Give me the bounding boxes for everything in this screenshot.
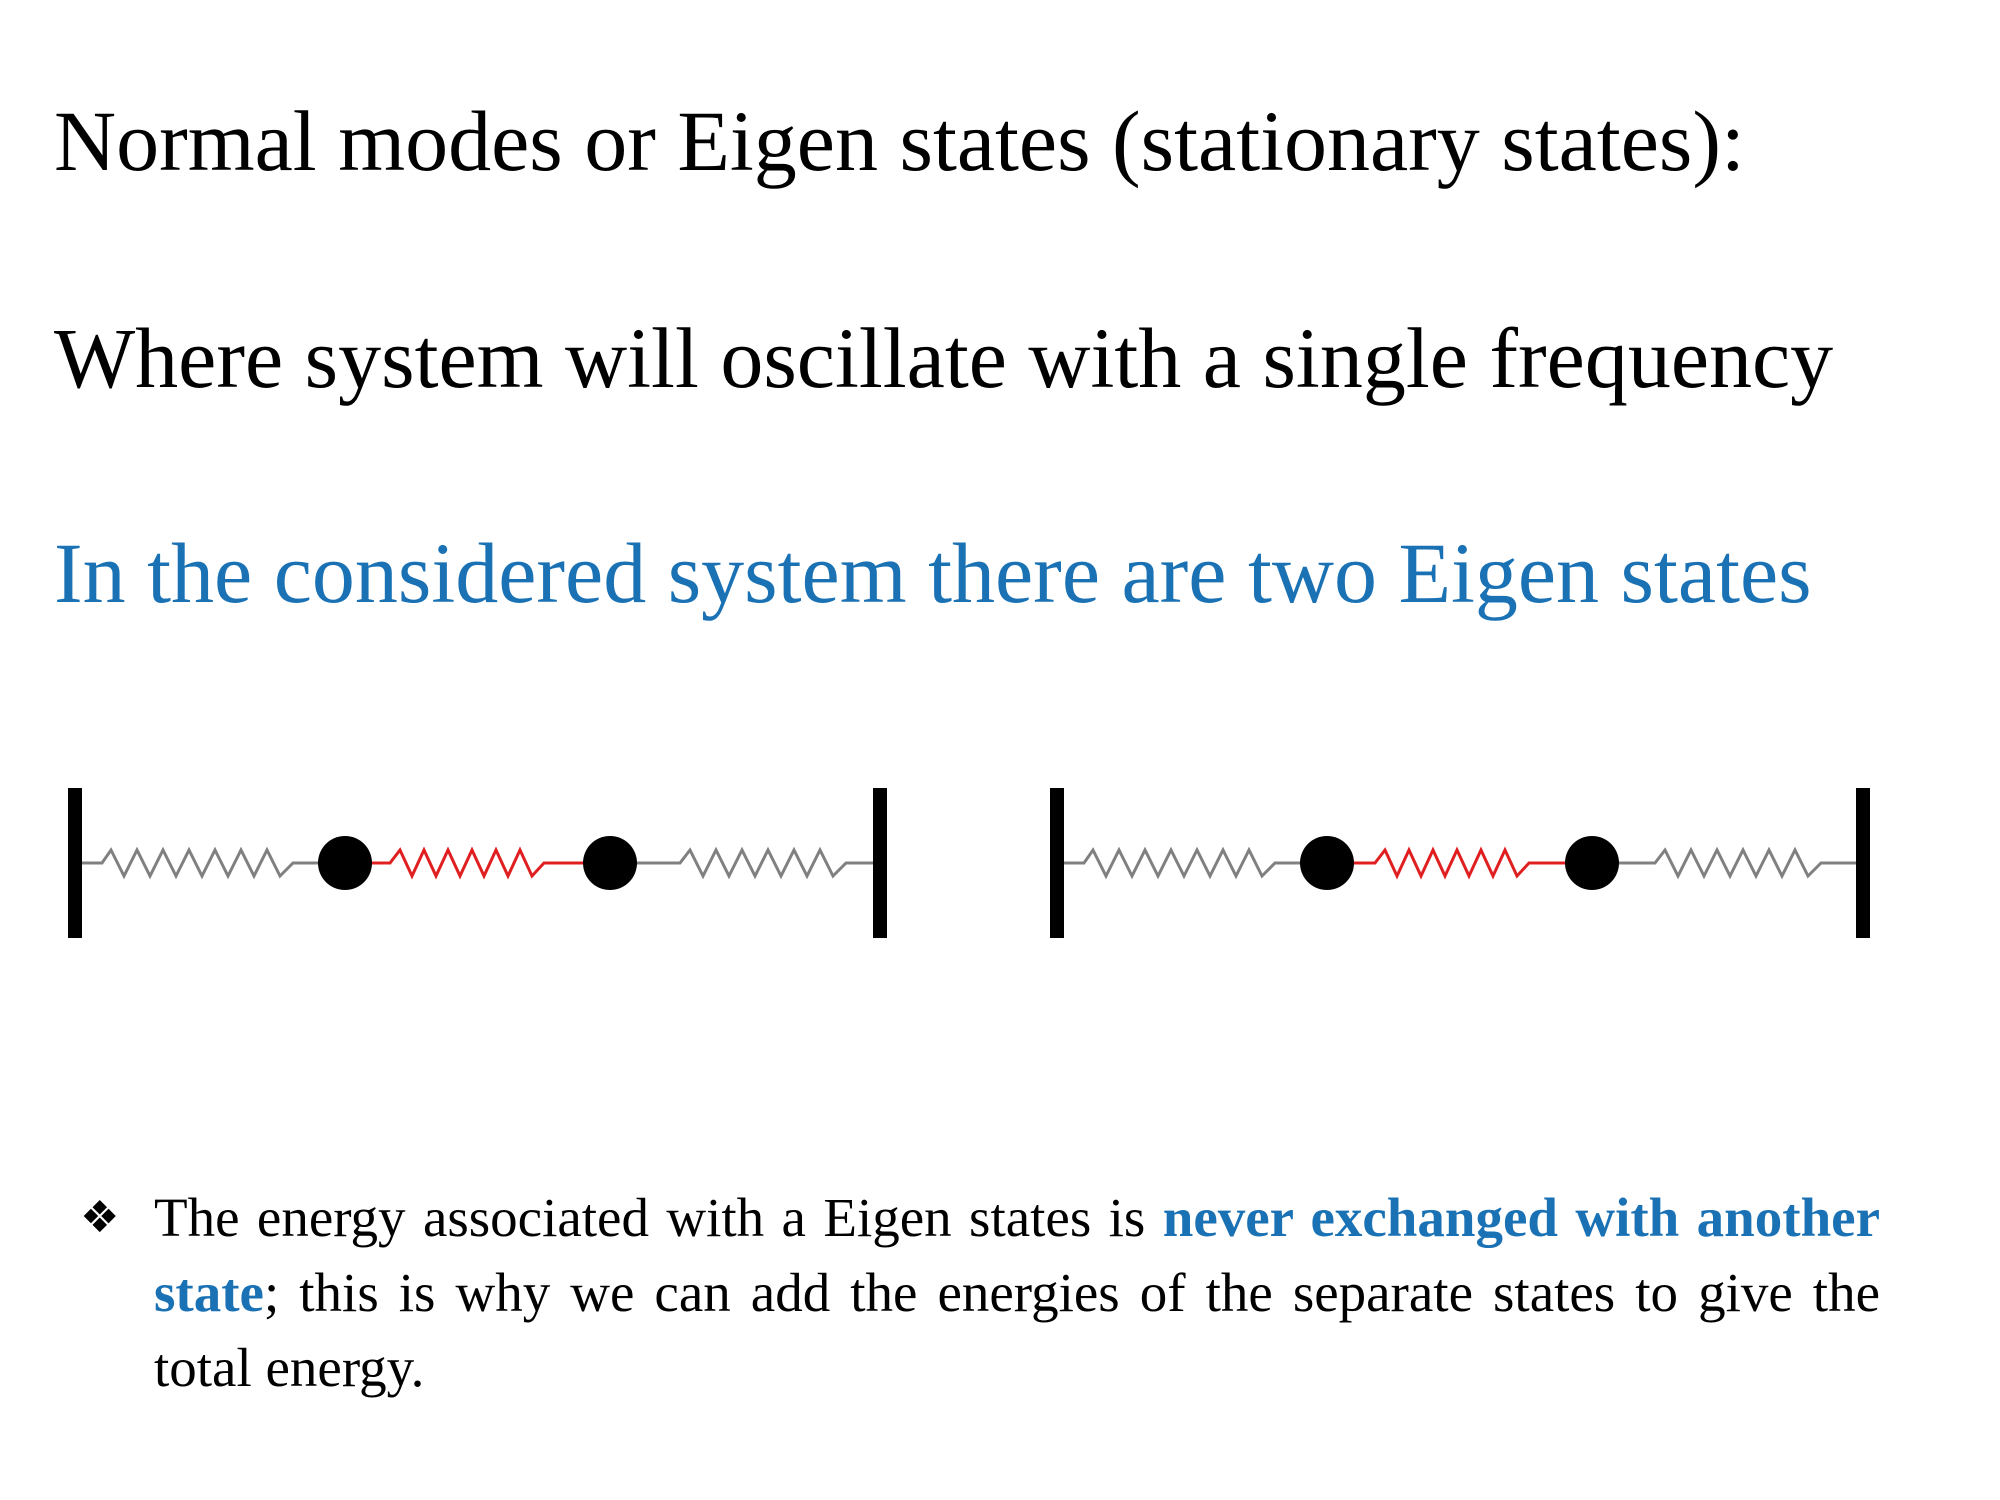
note-text-after: ; this is why we can add the energies of the separate states to give the total energy. [154,1262,1880,1398]
mass-1 [1300,836,1354,890]
note-text-before: The energy associated with a Eigen states is [154,1187,1163,1248]
middle-spring [343,850,590,876]
slide-title: Normal modes or Eigen states (stationary states): [54,93,1745,189]
oscillator-system-2 [1050,788,1870,938]
coupled-oscillators-diagram [0,760,2000,960]
note-emphasis: never exchanged with another state [154,1187,1880,1323]
oscillator-system-1 [68,788,887,938]
energy-note-text [154,1180,1880,1405]
eigen-states-statement: In the considered system there are two Eigen states [54,525,1812,621]
left-spring [1064,850,1305,876]
right-spring [612,850,875,876]
mass-2 [1565,836,1619,890]
right-wall [873,788,887,938]
mass-1 [318,836,372,890]
right-wall [1856,788,1870,938]
mass-2 [583,836,637,890]
left-wall [1050,788,1064,938]
diamond-cluster-bullet-icon: ❖ [80,1192,120,1243]
energy-note [80,1180,1880,1405]
right-spring [1592,850,1860,876]
middle-spring [1327,850,1570,876]
slide-subtitle: Where system will oscillate with a single frequency [54,310,1834,406]
left-wall [68,788,82,938]
left-spring [82,850,322,876]
